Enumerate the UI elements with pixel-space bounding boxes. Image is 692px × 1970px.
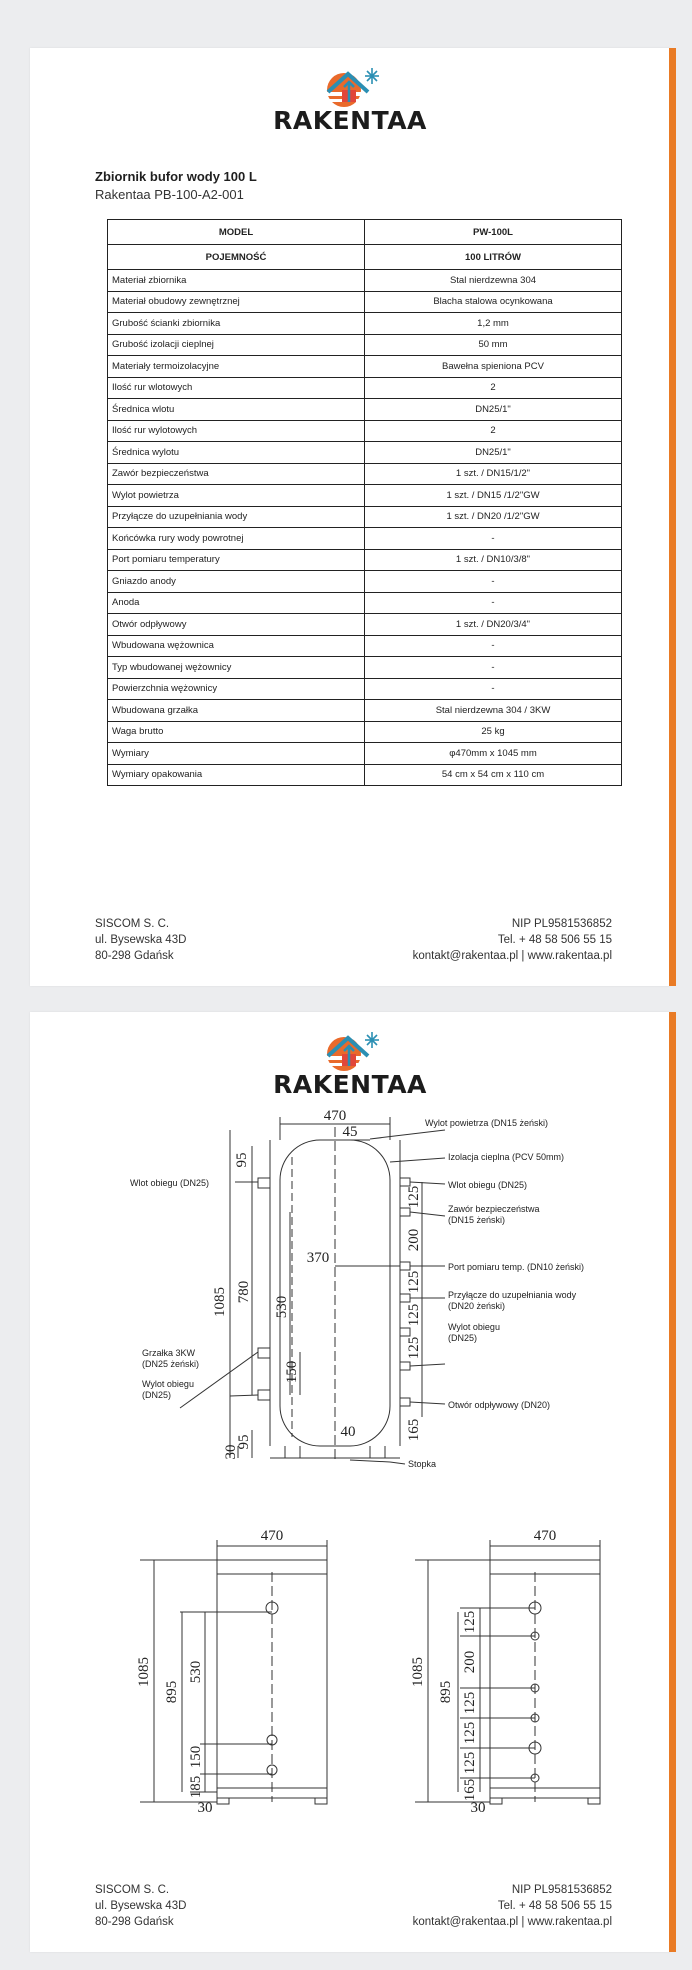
table-row [108, 700, 622, 722]
row-label: Przyłącze do uzupełniania wody [108, 506, 365, 528]
dim-br-125-a: 125 [462, 1610, 478, 1634]
label-outlet-right-size: (DN25) [448, 1333, 478, 1343]
row-value: - [365, 657, 622, 679]
label-safety-valve: Zawór bezpieczeństwa [448, 1204, 540, 1214]
company-nip: NIP PL9581536852 [511, 918, 612, 930]
row-label: Powierzchnia wężownicy [108, 678, 365, 700]
brand-name: RAKENTAA [273, 1070, 427, 1099]
row-label: Grubość izolacji cieplnej [108, 334, 365, 356]
label-temp-port: Port pomiaru temp. (DN10 żeński) [448, 1262, 585, 1272]
row-value: φ470mm x 1045 mm [365, 743, 622, 765]
header-value: PW-100L [365, 220, 622, 245]
email-link[interactable]: kontakt@rakentaa.pl [412, 950, 519, 962]
row-label: Wymiary opakowania [108, 764, 365, 786]
tank-front-view-right [490, 1560, 600, 1798]
dim-bl-530: 530 [188, 1660, 204, 1684]
row-label: Wymiary [108, 743, 365, 765]
company-phone: Tel. + 48 58 506 55 15 [497, 1900, 612, 1912]
dim-bl-width: 470 [260, 1528, 284, 1544]
table-row [108, 377, 622, 399]
dim-right-125-b: 125 [406, 1270, 422, 1294]
row-label: Typ wbudowanej wężownicy [108, 657, 365, 679]
company-name: SISCOM S. C. [95, 1884, 170, 1896]
row-value: 54 cm x 54 cm x 110 cm [365, 764, 622, 786]
table-row [108, 721, 622, 743]
technical-drawing [30, 1012, 670, 1816]
table-row [108, 592, 622, 614]
row-label: Gniazdo anody [108, 571, 365, 593]
dim-45: 45 [342, 1124, 358, 1140]
contact-separator: | [518, 950, 528, 962]
table-row [108, 442, 622, 464]
dim-right-200: 200 [406, 1228, 422, 1252]
row-label: Wylot powietrza [108, 485, 365, 507]
dim-width: 470 [323, 1108, 347, 1124]
table-row [108, 571, 622, 593]
email-link[interactable]: kontakt@rakentaa.pl [412, 1916, 519, 1928]
row-label: Materiały termoizolacyjne [108, 356, 365, 378]
label-inlet-right: Wlot obiegu (DN25) [448, 1180, 528, 1190]
row-value: - [365, 571, 622, 593]
table-row [108, 528, 622, 550]
row-label: Średnica wylotu [108, 442, 365, 464]
table-row [108, 506, 622, 528]
table-row [108, 291, 622, 313]
label-inlet-left: Wlot obiegu (DN25) [130, 1178, 210, 1188]
table-row [108, 485, 622, 507]
table-row [108, 313, 622, 335]
header-label: MODEL [108, 220, 365, 245]
document-page-2 [30, 1012, 670, 1952]
document-page-1 [30, 48, 670, 986]
table-row [108, 764, 622, 786]
table-capacity-row [108, 245, 622, 270]
table-row [108, 743, 622, 765]
dim-150: 150 [284, 1360, 300, 1384]
table-row [108, 270, 622, 292]
table-row [108, 657, 622, 679]
row-label: Otwór odpływowy [108, 614, 365, 636]
page-accent-bar [669, 1012, 676, 1952]
row-value: 1 szt. / DN20/3/4" [365, 614, 622, 636]
website-link[interactable]: www.rakentaa.pl [527, 1916, 612, 1928]
row-value: - [365, 678, 622, 700]
footer-contact [413, 1882, 612, 1930]
row-value: - [365, 635, 622, 657]
dim-95-top: 95 [234, 1152, 250, 1168]
row-value: 1 szt. / DN20 /1/2"GW [365, 506, 622, 528]
spec-table [107, 219, 622, 786]
table-header-row [108, 220, 622, 245]
row-value: Stal nierdzewna 304 [365, 270, 622, 292]
brand-name: RAKENTAA [273, 106, 427, 135]
table-row [108, 678, 622, 700]
table-row [108, 420, 622, 442]
label-foot: Stopka [408, 1459, 437, 1469]
table-row [108, 549, 622, 571]
label-outlet-right: Wylot obiegu [448, 1322, 500, 1332]
label-insulation: Izolacja cieplna (PCV 50mm) [448, 1152, 565, 1162]
brand-logo [30, 62, 670, 135]
dim-br-125-d: 125 [462, 1751, 478, 1775]
table-row [108, 463, 622, 485]
dim-br-200: 200 [462, 1650, 478, 1674]
label-refill: Przyłącze do uzupełniania wody [448, 1290, 577, 1300]
row-value: 2 [365, 377, 622, 399]
label-refill-size: (DN20 żeński) [448, 1301, 506, 1311]
dim-bl-150: 150 [188, 1745, 204, 1769]
document-title: Zbiornik bufor wody 100 L [95, 169, 257, 184]
row-value: 1 szt. / DN10/3/8" [365, 549, 622, 571]
label-heater: Grzałka 3KW [142, 1348, 196, 1358]
dim-bl-185: 185 [188, 1775, 204, 1799]
footer-address [95, 1882, 186, 1930]
row-label: Średnica wlotu [108, 399, 365, 421]
dim-bl-895: 895 [164, 1680, 180, 1704]
dim-br-1085: 1085 [410, 1657, 426, 1687]
company-phone: Tel. + 48 58 506 55 15 [497, 934, 612, 946]
row-label: Ilość rur wlotowych [108, 377, 365, 399]
row-value: 25 kg [365, 721, 622, 743]
dim-br-width: 470 [533, 1528, 557, 1544]
row-label: Materiał obudowy zewnętrznej [108, 291, 365, 313]
dim-br-125-b: 125 [462, 1691, 478, 1715]
row-label: Anoda [108, 592, 365, 614]
row-label: Grubość ścianki zbiornika [108, 313, 365, 335]
row-label: Port pomiaru temperatury [108, 549, 365, 571]
company-nip: NIP PL9581536852 [511, 1884, 612, 1896]
dim-bl-1085: 1085 [136, 1657, 152, 1687]
row-value: Bawełna spieniona PCV [365, 356, 622, 378]
page-accent-bar [669, 48, 676, 986]
dim-right-165: 165 [406, 1418, 422, 1442]
row-label: Waga brutto [108, 721, 365, 743]
dim-bl-30: 30 [197, 1800, 213, 1816]
table-row [108, 334, 622, 356]
label-outlet-left-size: (DN25) [142, 1390, 172, 1400]
table-row [108, 399, 622, 421]
dim-30: 30 [223, 1444, 239, 1460]
dim-40: 40 [340, 1424, 356, 1440]
label-heater-size: (DN25 żeński) [142, 1359, 200, 1369]
row-value: 1,2 mm [365, 313, 622, 335]
row-label: Ilość rur wylotowych [108, 420, 365, 442]
dim-br-125-c: 125 [462, 1721, 478, 1745]
company-street: ul. Bysewska 43D [95, 1900, 187, 1912]
dim-right-125-a: 125 [406, 1185, 422, 1209]
row-label: Wbudowana wężownica [108, 635, 365, 657]
company-name: SISCOM S. C. [95, 918, 170, 930]
row-label: Wbudowana grzałka [108, 700, 365, 722]
dim-1085: 1085 [212, 1287, 228, 1317]
row-value: 1 szt. / DN15/1/2" [365, 463, 622, 485]
capacity-value: 100 LITRÓW [365, 245, 622, 270]
table-row [108, 614, 622, 636]
row-value: 2 [365, 420, 622, 442]
company-street: ul. Bysewska 43D [95, 934, 187, 946]
dim-br-165: 165 [462, 1778, 478, 1802]
table-row [108, 635, 622, 657]
company-city: 80-298 Gdańsk [95, 1916, 174, 1928]
row-value: Stal nierdzewna 304 / 3KW [365, 700, 622, 722]
dim-780: 780 [236, 1280, 252, 1304]
label-safety-valve-size: (DN15 żeński) [448, 1215, 506, 1225]
label-outlet-left: Wylot obiegu [142, 1379, 194, 1389]
dim-370: 370 [306, 1250, 330, 1266]
row-value: Blacha stalowa ocynkowana [365, 291, 622, 313]
website-link[interactable]: www.rakentaa.pl [527, 950, 612, 962]
dim-br-30: 30 [470, 1800, 486, 1816]
label-air-outlet: Wylot powietrza (DN15 żeński) [425, 1118, 548, 1128]
document-subtitle: Rakentaa PB-100-A2-001 [95, 187, 244, 202]
company-city: 80-298 Gdańsk [95, 950, 174, 962]
row-value: 50 mm [365, 334, 622, 356]
row-label: Końcówka rury wody powrotnej [108, 528, 365, 550]
dim-530: 530 [274, 1295, 290, 1319]
capacity-label: POJEMNOŚĆ [108, 245, 365, 270]
label-drain: Otwór odpływowy (DN20) [448, 1400, 551, 1410]
dim-right-125-d: 125 [406, 1336, 422, 1360]
footer-contact [413, 916, 612, 964]
row-value: DN25/1" [365, 399, 622, 421]
row-value: DN25/1" [365, 442, 622, 464]
row-value: 1 szt. / DN15 /1/2"GW [365, 485, 622, 507]
dim-br-895: 895 [438, 1680, 454, 1704]
footer-address [95, 916, 186, 964]
table-row [108, 356, 622, 378]
row-value: - [365, 528, 622, 550]
house-sun-snowflake-icon [310, 62, 390, 112]
dim-right-125-c: 125 [406, 1303, 422, 1327]
row-label: Zawór bezpieczeństwa [108, 463, 365, 485]
dim-95-bottom: 95 [236, 1434, 252, 1450]
contact-separator: | [518, 1916, 528, 1928]
row-label: Materiał zbiornika [108, 270, 365, 292]
row-value: - [365, 592, 622, 614]
